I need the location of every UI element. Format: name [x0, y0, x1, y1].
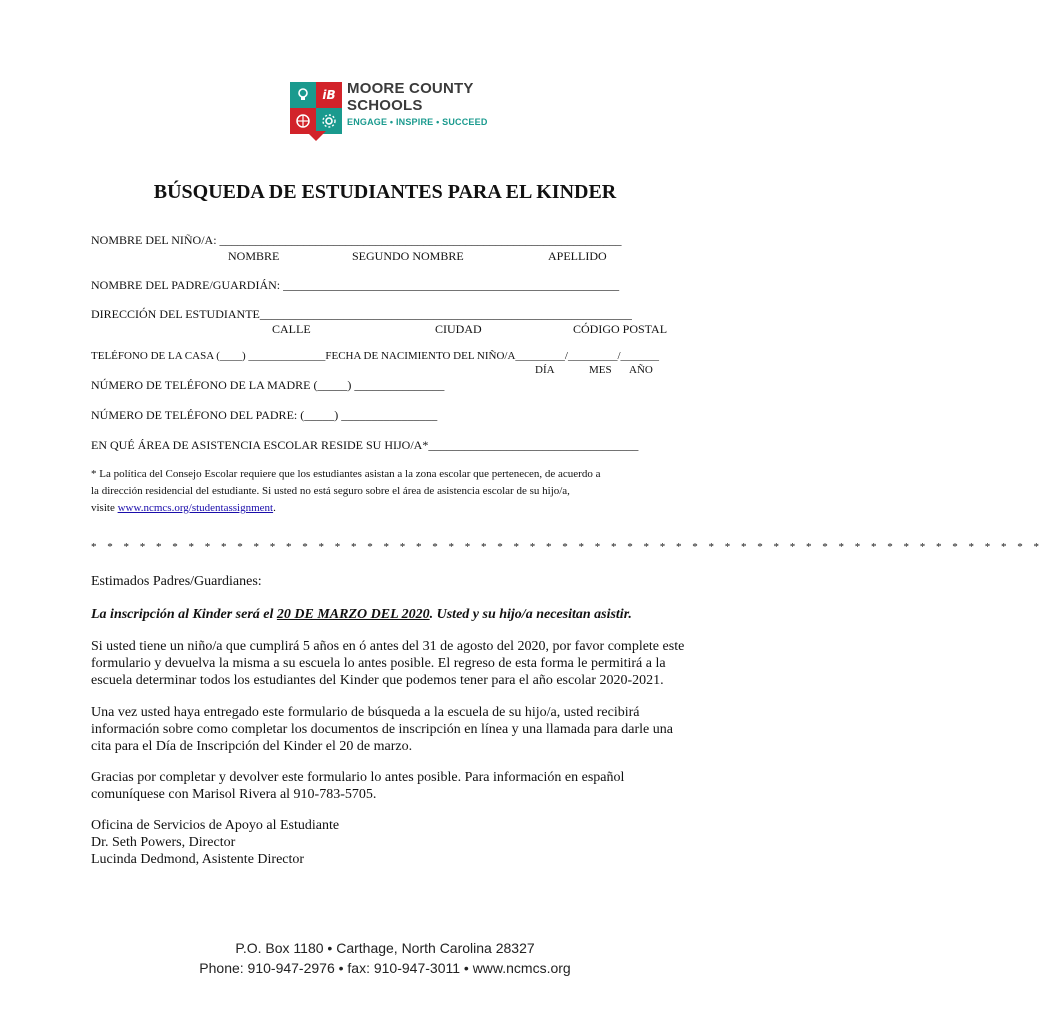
- lightbulb-icon: [290, 82, 316, 108]
- footnote-line: [91, 500, 691, 517]
- school-area-field[interactable]: EN QUÉ ÁREA DE ASISTENCIA ESCOLAR RESIDE SU HIJO/A*___________________________________: [91, 438, 639, 452]
- month-label: MES: [589, 364, 612, 376]
- registration-date: 20 DE MARZO DEL 2020: [276, 607, 430, 622]
- registration-suffix: . Usted y su hijo/a necesitan asistir.: [429, 607, 632, 622]
- paragraph-thanks: Gracias por completar y devolver este formulario lo antes posible. Para información en español comuníquese con Marisol Rivera al 910-783-5705.: [91, 770, 625, 802]
- child-last-label: APELLIDO: [548, 249, 607, 263]
- footnote-period: .: [273, 502, 276, 514]
- page-title: BÚSQUEDA DE ESTUDIANTES PARA EL KINDER: [153, 181, 617, 203]
- address-field[interactable]: DIRECCIÓN DEL ESTUDIANTE______________________________________________________________: [91, 307, 632, 321]
- home-phone-birthdate-field[interactable]: TELÉFONO DE LA CASA (____) ______________FECHA DE NACIMIENTO DEL NIÑO/A_________/_________/_______: [91, 350, 660, 362]
- child-first-label: NOMBRE: [228, 249, 280, 263]
- mother-phone-field[interactable]: NÚMERO DE TELÉFONO DE LA MADRE (_____) _______________: [91, 378, 445, 392]
- footer-address: P.O. Box 1180 • Carthage, North Carolina 28327: [235, 940, 535, 956]
- child-name-field[interactable]: NOMBRE DEL NIÑO/A: ___________________________________________________________________: [91, 233, 622, 247]
- signature-director: Dr. Seth Powers, Director: [91, 835, 236, 850]
- zip-label: CÓDIGO POSTAL: [573, 322, 668, 336]
- city-label: CIUDAD: [435, 322, 482, 336]
- district-logo-mark: [290, 82, 342, 134]
- registration-prefix: La inscripción al Kinder será el: [91, 607, 277, 622]
- district-name-line2: SCHOOLS: [347, 97, 423, 114]
- day-label: DÍA: [535, 364, 555, 376]
- separator-stars: * * * * * * * * * * * * * * * * * * * * * * * * * * * * * * * * * * * * * * * * * * * * * * * * * * * * * * * * * * *: [91, 541, 1043, 553]
- greeting: Estimados Padres/Guardianes:: [91, 574, 262, 589]
- student-assignment-link[interactable]: www.ncmcs.org/studentassignment: [117, 502, 274, 514]
- district-name-line1: MOORE COUNTY: [347, 80, 474, 97]
- registration-notice: [91, 606, 691, 623]
- footnote-line: la dirección residencial del estudiante. Si usted no está seguro sobre el área de asistencia escolar de su hijo/a,: [91, 485, 570, 497]
- paragraph-next-steps: Una vez usted haya entregado este formulario de búsqueda a la escuela de su hijo/a, usted recibirá información sobre como completar los documentos de inscripción en línea y una llamada para darle una cita para el Día de Inscripción del Kinder el 20 de marzo.: [91, 705, 673, 754]
- street-label: CALLE: [272, 322, 311, 336]
- child-middle-label: SEGUNDO NOMBRE: [352, 249, 464, 263]
- signature-block: [91, 817, 691, 868]
- year-label: AÑO: [629, 364, 653, 376]
- district-tagline: ENGAGE • INSPIRE • SUCCEED: [347, 117, 488, 127]
- father-phone-field[interactable]: NÚMERO DE TELÉFONO DEL PADRE: (_____) ________________: [91, 408, 438, 422]
- signature-office: Oficina de Servicios de Apoyo al Estudiante: [91, 818, 340, 833]
- book-icon: iB: [316, 82, 342, 108]
- signature-assistant: Lucinda Dedmond, Asistente Director: [91, 852, 305, 867]
- parent-name-field[interactable]: NOMBRE DEL PADRE/GUARDIÁN: ________________________________________________________: [91, 278, 620, 292]
- logo-notch: [306, 131, 326, 141]
- paragraph-eligibility: Si usted tiene un niño/a que cumplirá 5 años en ó antes del 31 de agosto del 2020, por favor complete este formulario y devuelva la misma a su escuela lo antes posible. El regreso de esta forma le permitirá a la escuela determinar todos los estudiantes del Kinder que podemos tener para el año escolar 2020-2021.: [91, 639, 685, 688]
- footnote-line: * La política del Consejo Escolar requiere que los estudiantes asistan a la zona escolar que pertenecen, de acuerdo a: [91, 468, 601, 480]
- district-name: [347, 80, 474, 114]
- policy-footnote: [91, 466, 691, 517]
- footnote-visit: visite: [91, 502, 118, 514]
- footer-contact: Phone: 910-947-2976 • fax: 910-947-3011 • www.ncmcs.org: [199, 960, 571, 976]
